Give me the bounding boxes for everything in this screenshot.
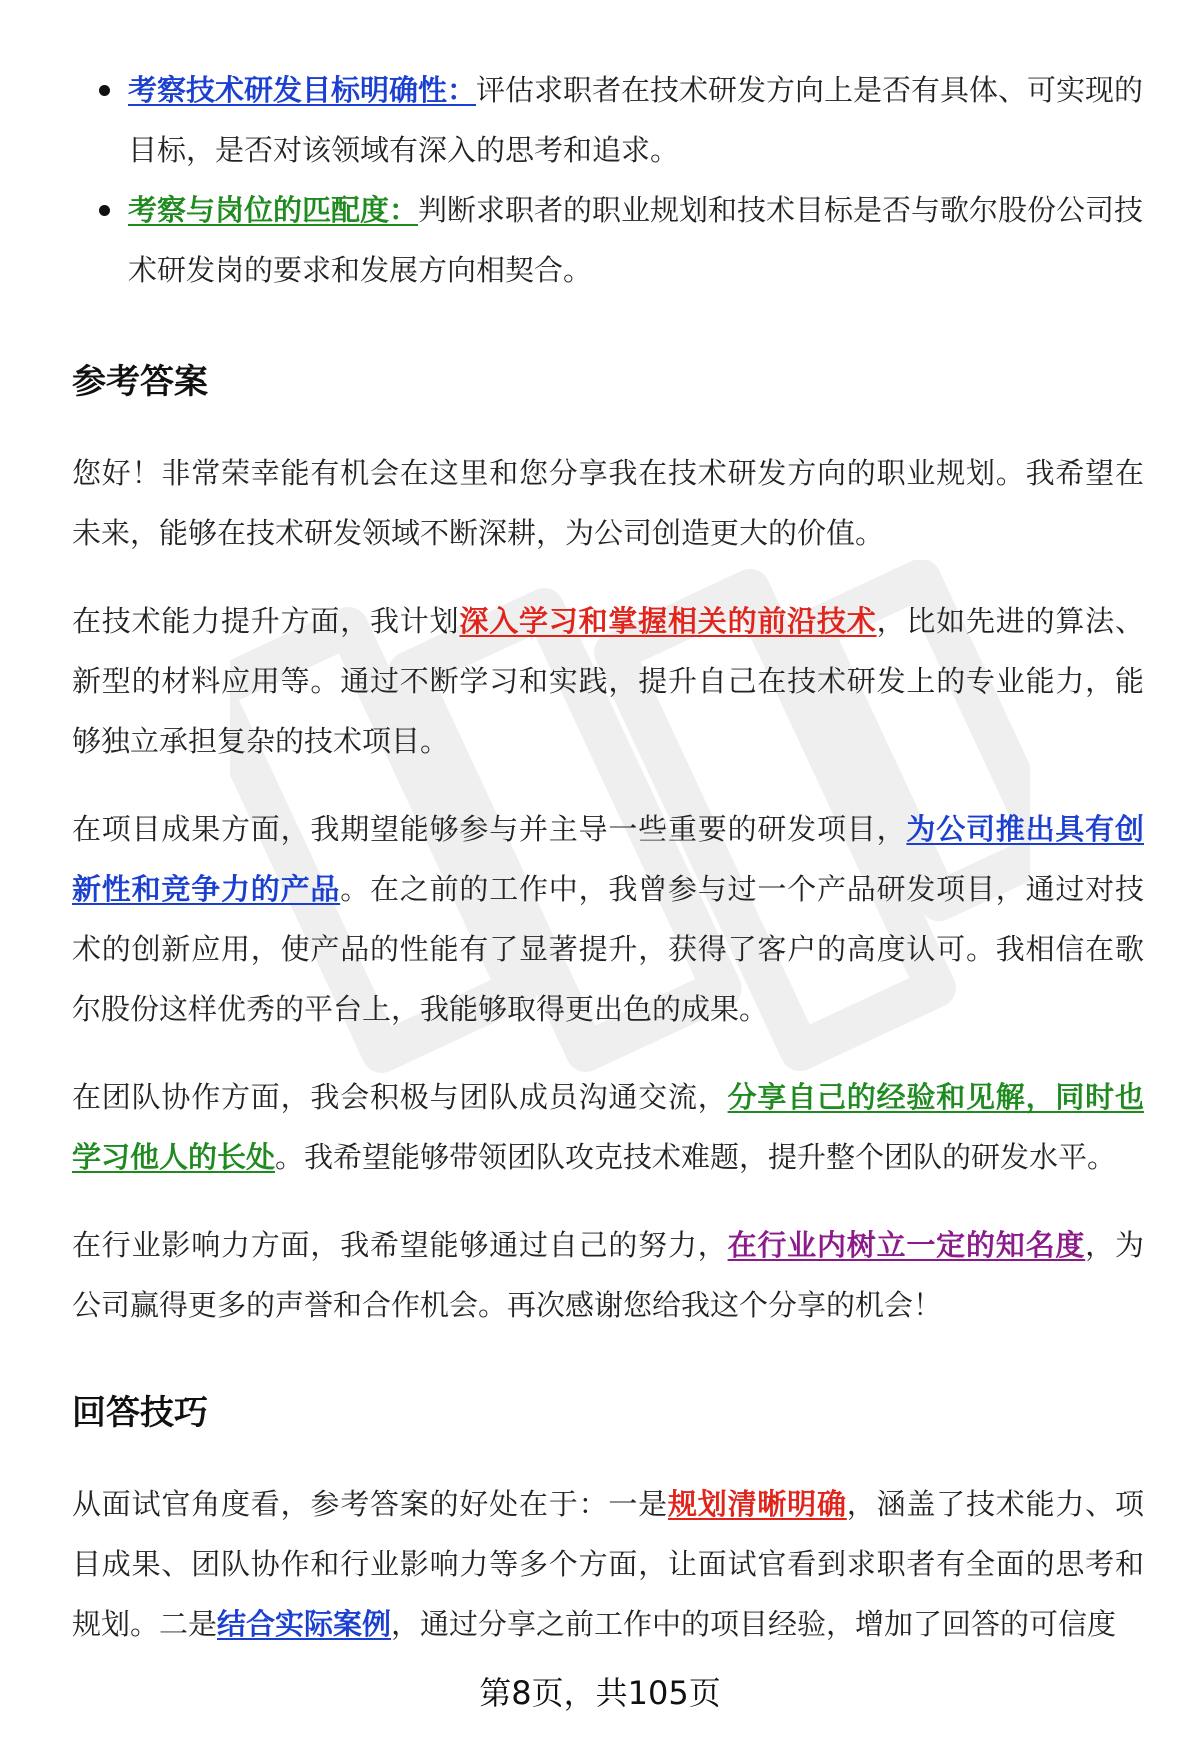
section-title-reference-answer: 参考答案 [72, 362, 208, 402]
highlight-text: 深入学习和掌握相关的前沿技术 [459, 604, 877, 638]
highlight-text: 为公司推出具有创新性和竞争力的产品 [72, 812, 1144, 906]
answer-paragraph-teamwork [72, 1067, 1144, 1187]
bullet-text: 评估求职者在技术研发方向上是否有具体、可实现的目标，是否对该领域有深入的思考和追求。 [128, 73, 1144, 167]
paragraph-text: 。在之前的工作中，我曾参与过一个产品研发项目，通过对技术的创新应用，使产品的性能有了显著提升，获得了客户的高度认可。我相信在歌尔股份这样优秀的平台上，我能够取得更出色的成果。 [72, 872, 1144, 1026]
list-item [72, 60, 1144, 180]
paragraph-text: 在技术能力提升方面，我计划 [72, 604, 460, 638]
paragraph-text: 从面试官角度看，参考答案的好处在于：一是 [72, 1487, 668, 1521]
highlight-text: 在行业内树立一定的知名度 [727, 1228, 1086, 1262]
bullet-dot-icon [99, 205, 110, 216]
answer-paragraph-influence [72, 1215, 1144, 1335]
paragraph-text: 在项目成果方面，我期望能够参与并主导一些重要的研发项目， [72, 812, 907, 846]
highlight-text: 规划清晰明确 [667, 1487, 847, 1521]
list-item [72, 180, 1144, 300]
bullet-text: 判断求职者的职业规划和技术目标是否与歌尔股份公司技术研发岗的要求和发展方向相契合。 [128, 193, 1144, 287]
paragraph-text: ，为公司赢得更多的声誉和合作机会。再次感谢您给我这个分享的机会！ [72, 1228, 1144, 1322]
highlight-text: 分享自己的经验和见解，同时也学习他人的长处 [72, 1080, 1144, 1174]
bullet-keyword: 考察技术研发目标明确性： [128, 73, 477, 107]
paragraph-text: ，涵盖了技术能力、项目成果、团队协作和行业影响力等多个方面，让面试官看到求职者有全面的思考和规划。二是 [72, 1487, 1144, 1641]
paragraph-text: ，比如先进的算法、新型的材料应用等。通过不断学习和实践，提升自己在技术研发上的专业能力，能够独立承担复杂的技术项目。 [72, 604, 1144, 758]
evaluation-points-list [72, 60, 1144, 300]
answer-paragraph-project [72, 799, 1144, 1039]
section-title-answer-tips: 回答技巧 [72, 1393, 208, 1433]
page-number-footer: 第8页，共105页 [479, 1674, 721, 1712]
paragraph-text: 在行业影响力方面，我希望能够通过自己的努力， [72, 1228, 728, 1262]
paragraph-text: 。我希望能够带领团队攻克技术难题，提升整个团队的研发水平。 [275, 1140, 1117, 1174]
paragraph-text: 在团队协作方面，我会积极与团队成员沟通交流， [72, 1080, 728, 1114]
bullet-keyword: 考察与岗位的匹配度： [128, 193, 419, 227]
answer-paragraph-tech-ability [72, 591, 1144, 771]
answer-paragraph-intro: 您好！非常荣幸能有机会在这里和您分享我在技术研发方向的职业规划。我希望在未来，能够在技术研发领域不断深耕，为公司创造更大的价值。 [72, 456, 1144, 550]
document-content [72, 60, 1144, 1682]
bullet-dot-icon [99, 85, 110, 96]
tips-paragraph [72, 1474, 1144, 1654]
highlight-text: 结合实际案例 [217, 1607, 392, 1641]
paragraph-text: ，通过分享之前工作中的项目经验，增加了回答的可信度 [391, 1607, 1117, 1641]
